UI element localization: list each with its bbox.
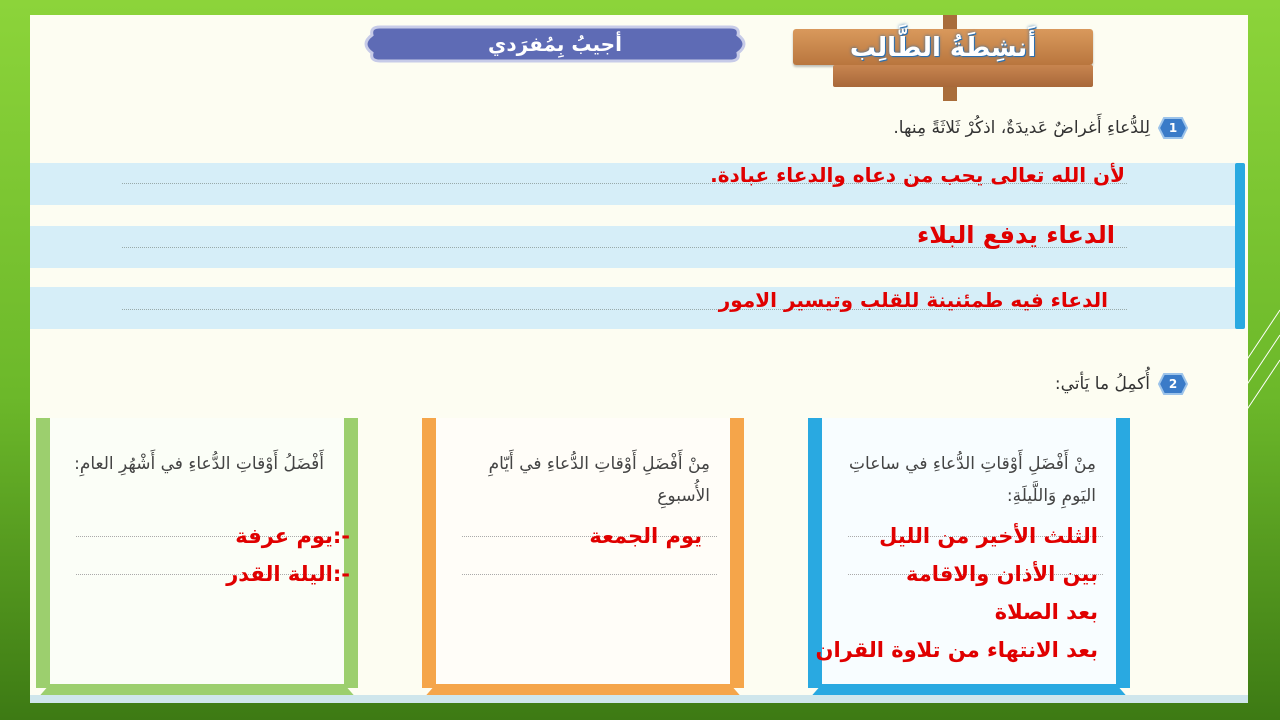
sign-label: أَنشِطَةُ الطَّالِب <box>849 33 1037 63</box>
box-answer[interactable]: بين الأذان والاقامة <box>906 562 1098 586</box>
box-answer[interactable]: -:اليلة القدر <box>226 562 350 586</box>
box-prompt: أَفْضَلُ أَوْقاتِ الدُّعاءِ في أَشْهُرِ العامِ: <box>74 454 324 474</box>
box-prompt: مِنْ أَفْضَلِ أَوْقاتِ الدُّعاءِ في أَيّامِ الأُسبوعِ <box>488 454 710 506</box>
answer-strip-edge <box>1235 163 1245 329</box>
box-answer[interactable]: يوم الجمعة <box>589 524 702 548</box>
q1-answer-3[interactable]: الدعاء فيه طمئنينة للقلب وتيسير الامور <box>718 288 1108 312</box>
question-2 <box>1055 373 1188 395</box>
question-number-badge: 2 <box>1158 373 1188 395</box>
question-1 <box>893 117 1188 139</box>
sheet-bottom-band <box>30 695 1248 703</box>
box-answer[interactable]: بعد الانتهاء من تلاوة القران <box>815 638 1098 662</box>
q1-answer-1[interactable]: لأن الله تعالى يحب من دعاه والدعاء عبادة. <box>710 163 1125 187</box>
box-answer[interactable]: -:يوم عرفة <box>235 524 350 548</box>
box-year-months <box>36 418 358 700</box>
question-number-badge: 1 <box>1158 117 1188 139</box>
question-2-prompt: أُكمِلُ ما يَأتي: <box>1054 374 1150 394</box>
box-answer[interactable]: الثلث الأخير من الليل <box>879 524 1098 548</box>
individual-answer-ribbon <box>360 23 750 65</box>
box-prompt: مِنْ أَفْضَلِ أَوْقاتِ الدُّعاءِ في ساعاتِ اليَومِ وَاللَّيلَةِ: <box>849 454 1096 506</box>
worksheet <box>30 15 1248 703</box>
box-day-night <box>808 418 1130 700</box>
ribbon-label: أجيبُ بِمُفرَدي <box>488 32 622 56</box>
box-answer[interactable]: بعد الصلاة <box>994 600 1098 624</box>
sign-board-bottom <box>833 65 1093 87</box>
box-week-days <box>422 418 744 700</box>
q1-answer-2[interactable]: الدعاء يدفع البلاء <box>917 221 1115 249</box>
question-1-prompt: لِلدُّعاءِ أَغراضٌ عَديدَةٌ، اذكُرْ ثَلاثَةً مِنها. <box>893 118 1150 138</box>
student-activities-sign <box>793 15 1093 103</box>
